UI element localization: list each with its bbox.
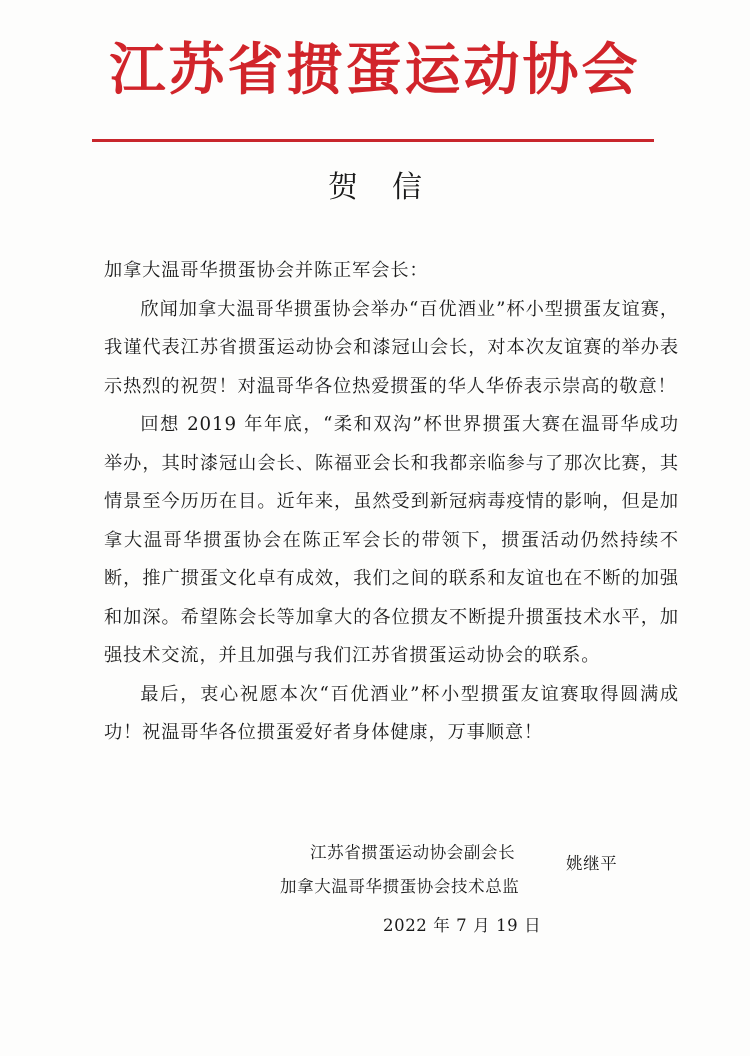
signature-title-1: 江苏省掼蛋运动协会副会长 [310,843,516,862]
document-title: 贺信 [328,170,456,205]
salutation: 加拿大温哥华掼蛋协会并陈正军会长： [104,260,429,281]
signature-date: 2022 年 7 月 19 日 [383,916,542,935]
paragraph-recollection: 回想 2019 年年底，“柔和双沟”杯世界掼蛋大赛在温哥华成功举办，其时漆冠山会长、陈福亚会长和我都亲临参与了那次比赛，其情景至今历历在目。近年来，虽然受到新冠病毒疫情的影响，但是加拿大温哥华掼蛋协会在陈正军会长的带领下，掼蛋活动仍然持续不断，推广掼蛋文化卓有成效，我们之间的联系和友谊也在不断的加强和加深。希望陈会长等加拿大的各位掼友不断提升掼蛋技术水平，加强技术交流，并且加强与我们江苏省掼蛋运动协会的联系。 [104,414,679,666]
paragraph-closing: 最后，衷心祝愿本次“百优酒业”杯小型掼蛋友谊赛取得圆满成功！祝温哥华各位掼蛋爱好者身体健康，万事顺意！ [104,683,679,743]
paragraph-congratulation: 欣闻加拿大温哥华掼蛋协会举办“百优酒业”杯小型掼蛋友谊赛，我谨代表江苏省掼蛋运动协会和漆冠山会长，对本次友谊赛的举办表示热烈的祝贺！对温哥华各位热爱掼蛋的华人华侨表示崇高的敬意！ [104,298,679,397]
signature-title-2: 加拿大温哥华掼蛋协会技术总监 [280,877,520,896]
letter-body [104,252,679,753]
signature-name: 姚继平 [566,854,618,873]
letterhead-divider [92,139,654,142]
letterhead-org-name: 江苏省掼蛋运动协会 [109,38,641,103]
